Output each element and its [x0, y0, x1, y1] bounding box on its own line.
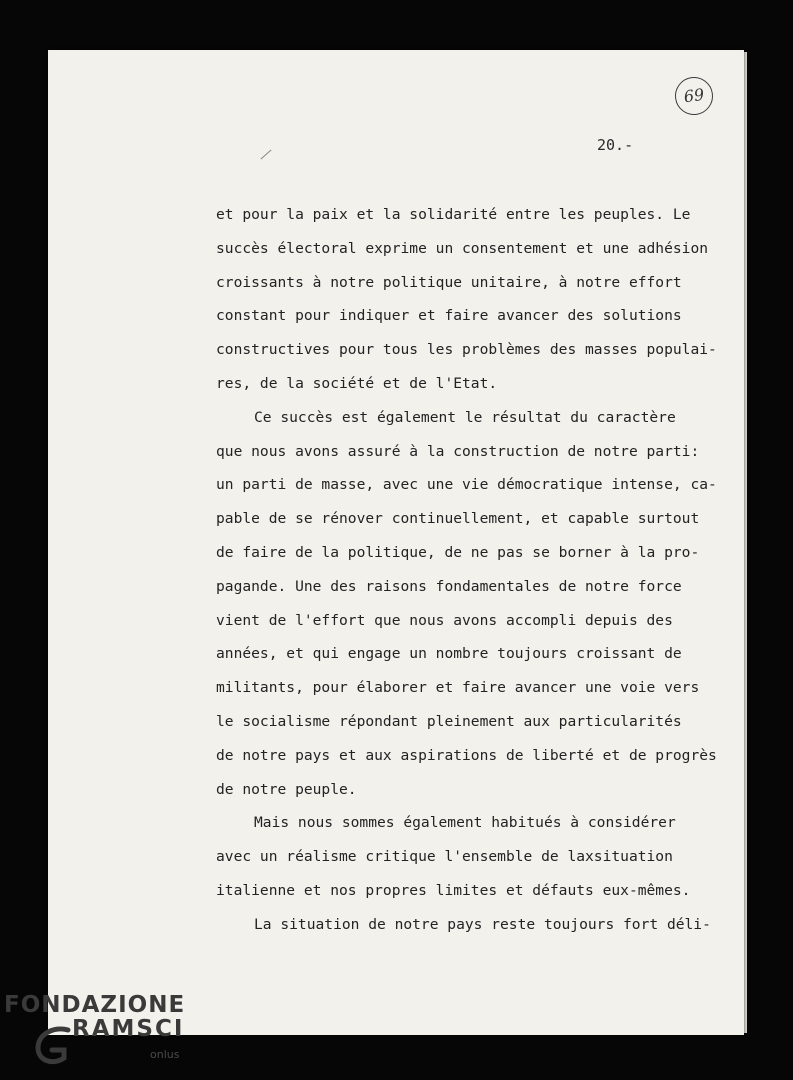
- paragraph-start-line: Ce succès est également le résultat du caractère: [254, 408, 676, 426]
- paragraph-start-line: Mais nous sommes également habitués à considérer: [254, 814, 676, 832]
- text-line: constructives pour tous les problèmes des masses populai-: [216, 341, 717, 359]
- page-number: 20.-: [597, 136, 634, 154]
- body-text: [216, 198, 722, 942]
- typewritten-page: [48, 50, 744, 1035]
- text-line: un parti de masse, avec une vie démocratique intense, ca-: [216, 476, 717, 494]
- watermark-line1: FONDAZIONE: [4, 992, 186, 1018]
- paper-edge: [744, 52, 747, 1033]
- text-line: italienne et nos propres limites et défauts eux-mêmes.: [216, 881, 691, 899]
- gramsci-logo-icon: [32, 1024, 74, 1068]
- text-line: de notre peuple.: [216, 780, 357, 798]
- text-line: pable de se rénover continuellement, et capable surtout: [216, 510, 700, 528]
- text-line: vient de l'effort que nous avons accompli depuis des: [216, 611, 673, 629]
- text-line: res, de la société et de l'Etat.: [216, 374, 498, 392]
- text-line: que nous avons assuré à la construction de notre parti:: [216, 442, 700, 460]
- text-line: croissants à notre politique unitaire, à notre effort: [216, 273, 682, 291]
- text-line: et pour la paix et la solidarité entre les peuples. Le: [216, 206, 691, 223]
- text-line: de faire de la politique, de ne pas se borner à la pro-: [216, 543, 700, 561]
- text-line: succès électoral exprime un consentement et une adhésion: [216, 239, 709, 257]
- paragraph-start-line: La situation de notre pays reste toujours fort déli-: [254, 915, 711, 933]
- fondazione-gramsci-watermark: [4, 990, 204, 1080]
- text-line: le socialisme répondant pleinement aux particularités: [216, 712, 682, 730]
- pencil-mark: [260, 149, 271, 159]
- text-line: années, et qui engage un nombre toujours croissant de: [216, 645, 682, 663]
- watermark-onlus: onlus: [150, 1048, 180, 1061]
- text-line: avec un réalisme critique l'ensemble de laxsituation: [216, 848, 673, 866]
- text-line: militants, pour élaborer et faire avancer une voie vers: [216, 679, 700, 697]
- watermark-line2: RAMSCI: [72, 1016, 185, 1042]
- text-line: de notre pays et aux aspirations de liberté et de progrès: [216, 746, 717, 764]
- text-line: pagande. Une des raisons fondamentales de notre force: [216, 577, 682, 595]
- folio-stamp: 69: [673, 75, 716, 118]
- text-line: constant pour indiquer et faire avancer des solutions: [216, 307, 682, 325]
